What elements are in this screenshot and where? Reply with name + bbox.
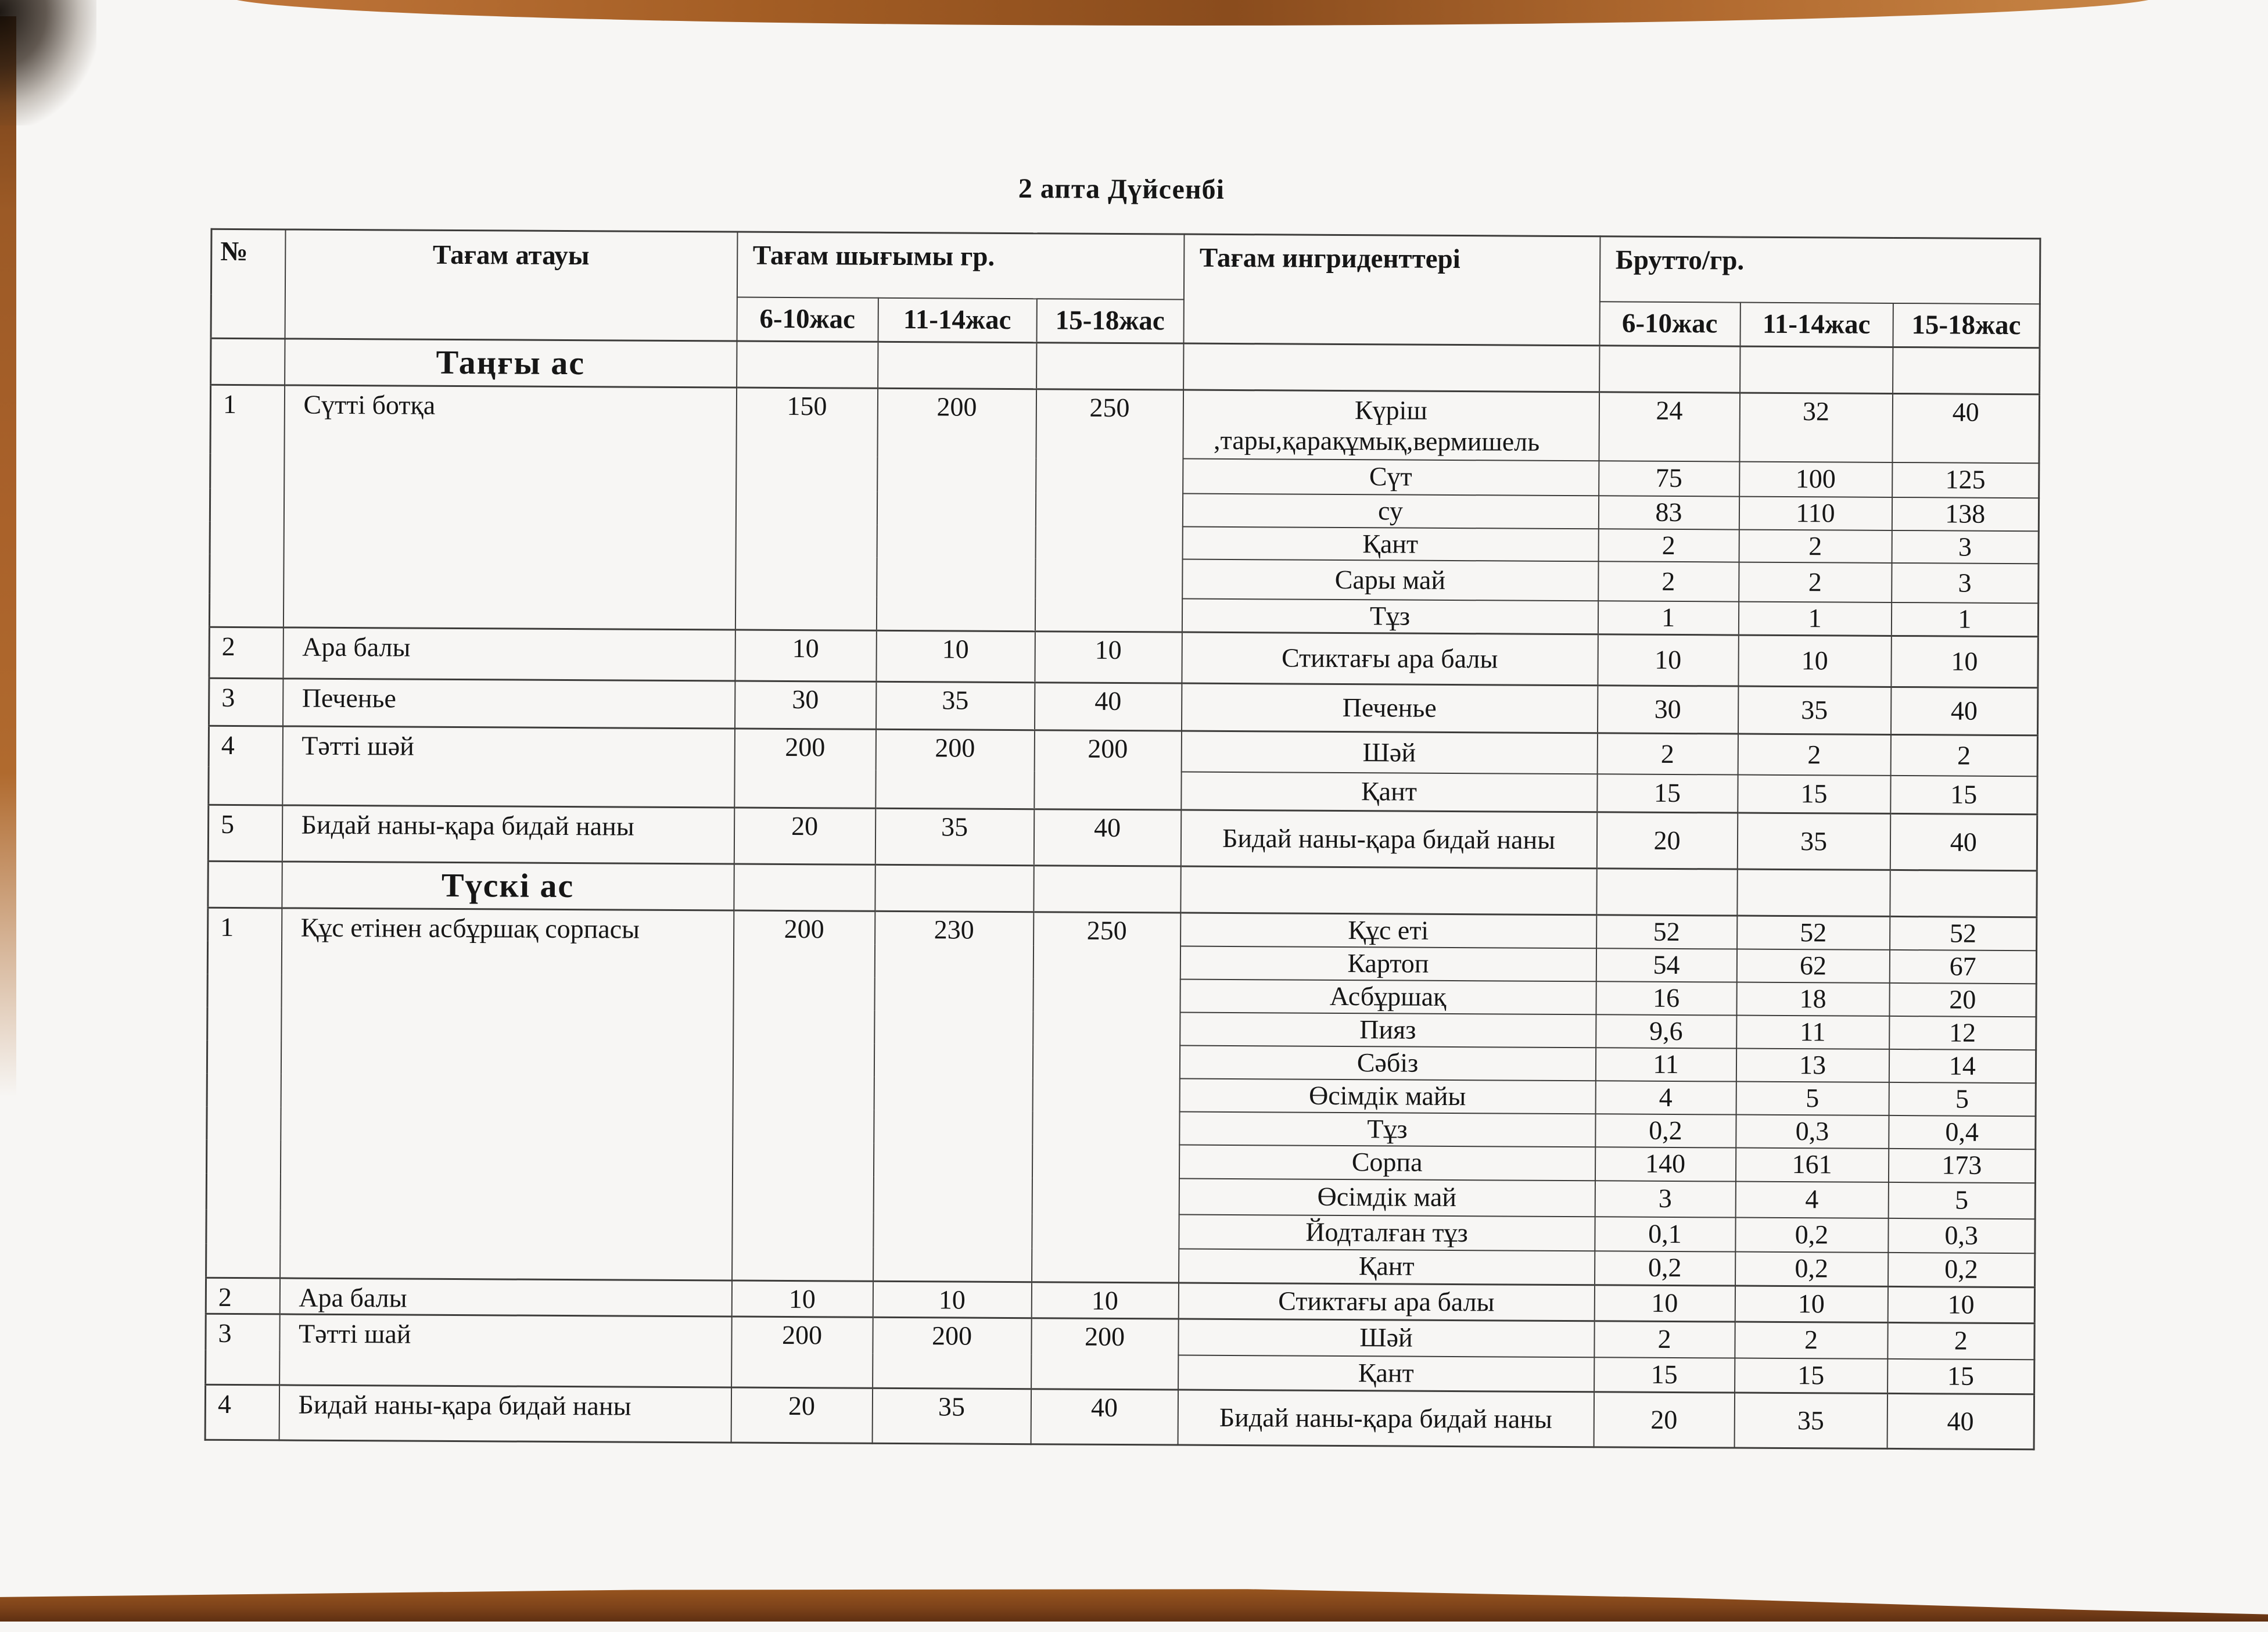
brutto-value: 3 [1595,1181,1735,1217]
brutto-value: 4 [1595,1081,1736,1114]
portion-value: 40 [1035,683,1182,731]
ingredient-name [1180,913,1596,948]
header-row-groups [211,229,2040,303]
brutto-value: 1 [1891,602,2038,637]
brutto-value: 12 [1889,1016,2036,1050]
ingredient-name-line: Күріш [1354,395,1427,425]
brutto-value: 10 [1594,1285,1735,1322]
ingredient-name [1182,559,1598,601]
dish-name: Ара балы [283,627,735,681]
brutto-value: 35 [1738,686,1891,734]
brutto-value: 2 [1597,733,1738,774]
brutto-value: 1 [1738,602,1891,636]
ingredient-name [1179,1045,1595,1081]
brutto-value: 0,3 [1888,1218,2035,1253]
ingredient-name [1179,1214,1595,1251]
brutto-value: 5 [1889,1082,2036,1116]
portion-value: 10 [873,1281,1031,1318]
dish-row [205,1384,2034,1449]
dish-row [209,627,2038,688]
row-number: 2 [209,627,283,679]
ingredient-name [1183,458,1599,496]
corner-smudge [0,0,96,125]
portion-value: 10 [876,631,1035,683]
brutto-value: 16 [1596,981,1736,1015]
ingredient-name-line: Сары май [1334,564,1446,595]
brutto-value: 2 [1739,529,1892,563]
empty-cell [1599,346,1740,393]
brutto-value: 0,2 [1735,1217,1888,1252]
brutto-value: 140 [1595,1147,1735,1181]
brutto-value: 32 [1739,393,1893,462]
ingredient-name-line: ,тары,қарақұмық,вермишель [1214,425,1540,457]
brutto-value: 0,1 [1595,1217,1735,1251]
header-age-11-14: 11-14жас [1740,302,1893,347]
header-age-15-18: 15-18жас [1893,303,2040,347]
empty-cell [1180,866,1596,915]
dish-name: Сүтті ботқа [283,385,736,630]
menu-table-body [205,338,2040,1450]
empty-cell [737,341,878,388]
ingredient-name-line: Қант [1362,528,1419,559]
header-age-6-10: 6-10жас [1599,302,1740,346]
ingredient-name-line: Йодталған тұз [1305,1217,1468,1247]
header-brutto-group: Брутто/гр. [1599,236,2040,304]
header-age-11-14: 11-14жас [878,297,1036,342]
brutto-value: 15 [1890,776,2037,815]
empty-cell [211,338,285,385]
ingredient-name-line: Асбұршақ [1329,981,1447,1012]
empty-cell [1033,866,1180,913]
brutto-value: 2 [1598,529,1739,562]
brutto-value: 40 [1890,687,2037,736]
brutto-value: 15 [1597,774,1738,813]
portion-value: 200 [1034,730,1182,810]
brutto-value: 100 [1739,461,1892,497]
ingredient-name [1180,810,1596,869]
brutto-value: 3 [1892,530,2039,564]
brutto-value: 40 [1887,1394,2034,1450]
ingredient-name [1182,683,1598,733]
brutto-value: 125 [1892,462,2039,497]
ingredient-name [1181,772,1597,812]
brutto-value: 11 [1595,1048,1736,1081]
dish-name: Ара балы [279,1278,731,1317]
header-age-15-18: 15-18жас [1036,299,1183,343]
ingredient-name-line: Сүт [1369,461,1412,492]
row-number: 3 [206,1314,280,1385]
portion-value: 200 [873,1317,1032,1389]
dish-name: Тәтті шай [279,1314,732,1387]
portion-value: 10 [1035,632,1182,683]
ingredient-name [1178,1355,1594,1392]
brutto-value: 2 [1594,1321,1735,1358]
portion-value: 200 [732,910,875,1281]
brutto-value: 9,6 [1596,1014,1736,1048]
ingredient-name-line: Шәй [1359,1322,1413,1353]
section-title: Түскі ас [282,862,734,910]
ingredient-name-line: Қант [1361,776,1418,806]
empty-cell [1036,343,1183,390]
page-title: 2 апта Дүйсенбі [1018,173,1225,205]
ingredient-name [1182,632,1598,686]
header-output-group: Тағам шығымы гр. [737,232,1184,299]
portion-value: 20 [734,808,875,865]
ingredient-name-line: Қант [1358,1358,1414,1388]
row-number: 4 [209,726,283,806]
empty-cell [1183,343,1599,392]
brutto-value: 0,2 [1888,1253,2035,1287]
ingredient-name [1182,493,1598,529]
brutto-value: 10 [1887,1287,2034,1323]
ingredient-name-line: Тұз [1367,1113,1408,1144]
header-ingredients: Тағам ингриденттері [1183,234,1600,346]
ingredient-name-line: Стиктағы ара балы [1281,643,1498,674]
portion-value: 10 [1031,1282,1178,1319]
ingredient-name [1178,1390,1594,1447]
portion-value: 200 [1031,1318,1179,1390]
brutto-value: 173 [1888,1149,2035,1183]
ingredient-name-line: Бидай наны-қара бидай наны [1219,1402,1552,1434]
row-number: 2 [206,1278,279,1314]
portion-value: 230 [873,912,1033,1282]
wood-edge-left [0,16,16,1097]
brutto-value: 40 [1892,393,2040,462]
brutto-value: 20 [1594,1392,1734,1448]
dish-name: Бидай наны-қара бидай наны [282,805,734,864]
brutto-value: 13 [1736,1048,1889,1082]
ingredient-name-line: Өсімдік май [1317,1181,1457,1213]
portion-value: 150 [735,388,877,631]
portion-value: 35 [875,809,1034,866]
header-dish-name: Тағам атауы [285,229,737,341]
ingredient-name [1179,1078,1595,1114]
brutto-value: 15 [1735,1358,1887,1393]
brutto-value: 67 [1889,950,2036,984]
ingredient-name [1182,599,1598,634]
brutto-value: 15 [1594,1357,1735,1393]
brutto-value: 11 [1736,1015,1889,1049]
portion-value: 200 [875,730,1035,809]
dish-name: Печенье [283,679,735,729]
ingredient-name-line: Пияз [1359,1014,1416,1045]
ingredient-name-line: Құс еті [1348,915,1429,946]
ingredient-name [1180,946,1596,982]
portion-value: 250 [1032,912,1180,1283]
menu-table [204,228,2041,1451]
ingredient-name-line: Өсімдік майы [1308,1080,1466,1111]
portion-value: 20 [731,1387,872,1443]
dish-name: Тәтті шәй [282,726,735,808]
empty-cell [734,864,875,911]
empty-cell [1890,870,2037,917]
ingredient-name [1179,1178,1595,1217]
brutto-value: 1 [1598,601,1738,636]
ingredient-name-line: Стиктағы ара балы [1278,1286,1495,1317]
brutto-value: 10 [1735,1286,1887,1322]
header-number: № [211,229,285,339]
portion-value: 35 [876,682,1035,730]
brutto-value: 2 [1735,1322,1887,1358]
ingredient-name-line: Картоп [1347,948,1429,978]
row-number: 5 [208,805,282,862]
portion-value: 250 [1035,389,1183,633]
brutto-value: 110 [1739,496,1892,530]
dish-name: Бидай наны-қара бидай наны [279,1385,731,1443]
ingredient-name-line: Сорпа [1351,1147,1423,1177]
portion-value: 10 [731,1281,873,1317]
portion-value: 35 [872,1388,1031,1444]
brutto-value: 2 [1598,562,1739,602]
brutto-value: 30 [1598,686,1738,734]
brutto-value: 2 [1739,562,1892,602]
ingredient-name [1180,980,1596,1015]
brutto-value: 0,2 [1595,1251,1735,1286]
ingredient-name-line: Тұз [1369,601,1411,631]
brutto-value: 54 [1596,948,1736,982]
portion-value: 30 [735,681,876,729]
brutto-value: 4 [1735,1181,1888,1218]
brutto-value: 0,2 [1595,1114,1736,1147]
empty-cell [1893,347,2040,394]
empty-cell [1596,869,1737,916]
ingredient-name [1180,1012,1596,1048]
ingredient-name [1183,390,1599,461]
brutto-value: 35 [1737,813,1890,870]
brutto-value: 20 [1889,983,2036,1017]
brutto-value: 3 [1892,563,2039,603]
ingredient-name [1179,1249,1595,1285]
ingredient-name [1181,731,1597,774]
portion-value: 40 [1031,1389,1178,1445]
row-number: 1 [209,385,284,627]
brutto-value: 2 [1890,735,2037,776]
row-number: 3 [209,679,283,727]
dish-name: Құс етінен асбұршақ сорпасы [280,908,734,1281]
ingredient-name [1178,1283,1594,1321]
brutto-value: 161 [1735,1147,1888,1182]
section-title: Таңғы ас [285,339,737,388]
ingredient-name [1179,1145,1595,1181]
row-number: 1 [206,908,282,1279]
brutto-value: 14 [1889,1049,2036,1083]
brutto-value: 138 [1892,497,2039,530]
brutto-value: 0,2 [1735,1251,1888,1286]
portion-value: 10 [735,630,876,682]
empty-cell [878,342,1036,389]
portion-value: 200 [731,1317,873,1388]
brutto-value: 83 [1598,496,1739,529]
empty-cell [1740,346,1893,393]
menu-table-header [211,229,2040,347]
brutto-value: 10 [1891,636,2038,688]
portion-value: 40 [1033,809,1181,866]
brutto-value: 35 [1734,1393,1887,1448]
empty-cell [875,865,1033,912]
brutto-value: 0,4 [1889,1116,2036,1149]
brutto-value: 10 [1738,635,1891,687]
brutto-value: 24 [1599,392,1740,461]
ingredient-name-line: Бидай наны-қара бидай наны [1222,823,1556,855]
empty-cell [1737,869,1890,916]
portion-value: 200 [876,388,1036,632]
dish-row [210,385,2040,462]
brutto-value: 15 [1887,1359,2034,1394]
brutto-value: 20 [1596,812,1738,869]
brutto-value: 2 [1887,1323,2034,1360]
brutto-value: 40 [1890,814,2037,871]
ingredient-name [1178,1319,1594,1357]
brutto-value: 52 [1596,915,1737,949]
brutto-value: 5 [1736,1081,1889,1115]
brutto-value: 62 [1736,949,1889,983]
brutto-value: 5 [1888,1182,2035,1219]
ingredient-name [1182,526,1598,562]
brutto-value: 2 [1738,734,1890,775]
portion-value: 200 [734,729,876,808]
brutto-value: 0,3 [1736,1114,1889,1148]
brutto-value: 15 [1738,774,1890,813]
ingredient-name-line: Печенье [1342,693,1437,723]
row-number: 4 [205,1384,279,1440]
brutto-value: 18 [1736,982,1889,1016]
header-age-6-10: 6-10жас [737,297,878,342]
brutto-value: 52 [1737,916,1890,950]
ingredient-name-line: Қант [1358,1251,1415,1282]
ingredient-name-line: Сәбіз [1357,1048,1419,1078]
ingredient-name-line: Шәй [1362,737,1416,767]
empty-cell [208,862,282,909]
dish-row [208,805,2037,871]
brutto-value: 75 [1599,461,1739,496]
brutto-value: 52 [1890,917,2037,951]
brutto-value: 10 [1598,634,1738,686]
ingredient-name [1179,1111,1595,1147]
ingredient-name-line: су [1377,495,1404,526]
